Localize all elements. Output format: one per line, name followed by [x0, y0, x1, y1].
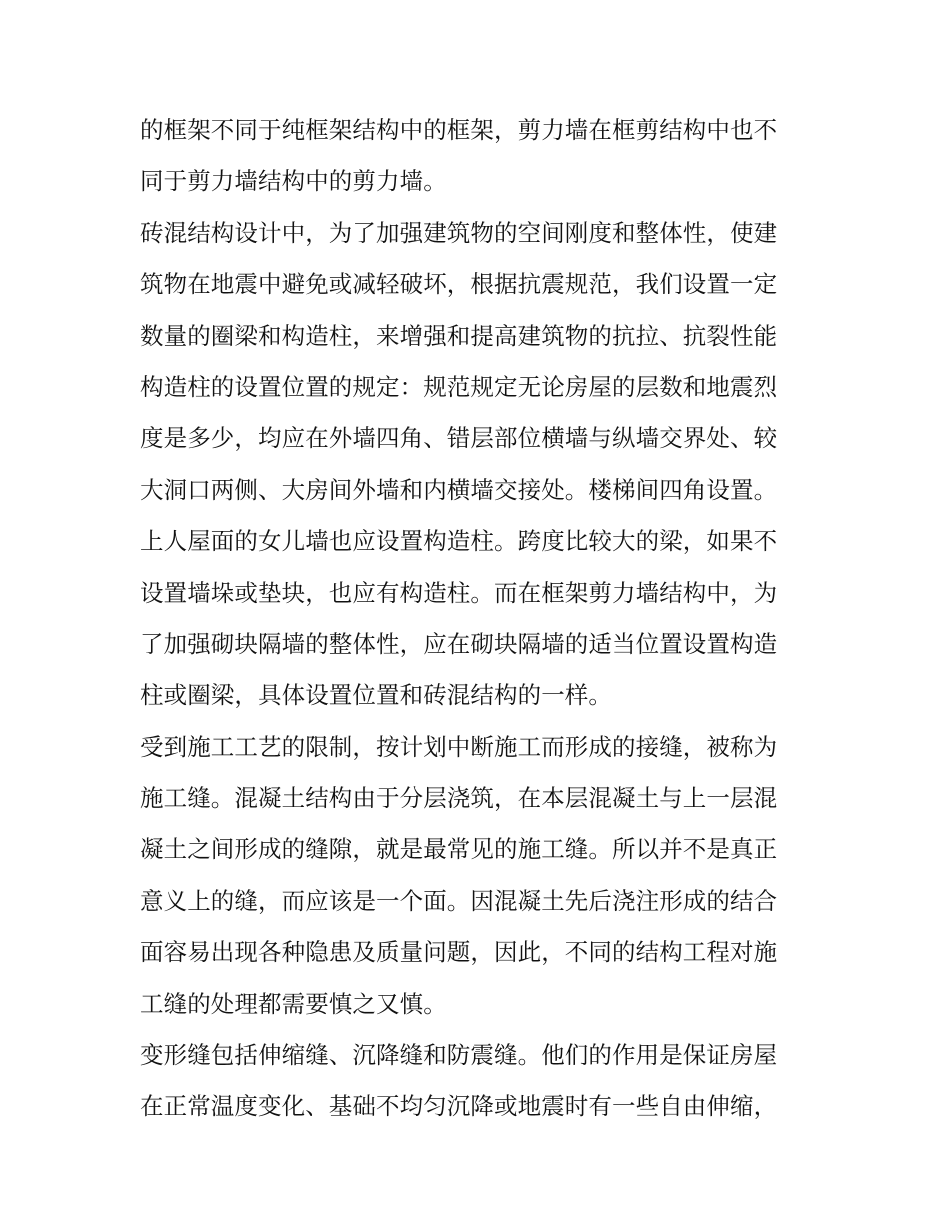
text-line: 柱或圈梁，具体设置位置和砖混结构的一样。 [140, 681, 612, 710]
text-line: 工缝的处理都需要慎之又慎。 [140, 989, 447, 1018]
text-line: 施工缝。混凝土结构由于分层浇筑，在本层混凝土与上一层混 [140, 784, 778, 813]
text-line: 砖混结构设计中，为了加强建筑物的空间刚度和整体性，使建 [140, 218, 778, 247]
text-line: 的框架不同于纯框架结构中的框架，剪力墙在框剪结构中也不 [140, 116, 778, 144]
text-line: 筑物在地震中避免或减轻破坏，根据抗震规范，我们设置一定 [140, 270, 778, 299]
text-line: 意义上的缝，而应该是一个面。因混凝土先后浇注形成的结合 [140, 886, 778, 915]
text-line: 同于剪力墙结构中的剪力墙。 [140, 167, 447, 196]
text-line: 受到施工工艺的限制，按计划中断施工而形成的接缝，被称为 [140, 732, 778, 761]
text-line: 凝土之间形成的缝隙，就是最常见的施工缝。所以并不是真正 [140, 835, 778, 864]
text-line: 在正常温度变化、基础不均匀沉降或地震时有一些自由伸缩， [140, 1092, 778, 1121]
text-line: 设置墙垛或垫块，也应有构造柱。而在框架剪力墙结构中，为 [140, 578, 778, 607]
text-line: 度是多少，均应在外墙四角、错层部位横墙与纵墙交界处、较 [140, 424, 778, 453]
text-line: 了加强砌块隔墙的整体性，应在砌块隔墙的适当位置设置构造 [140, 629, 778, 658]
text-line: 大洞口两侧、大房间外墙和内横墙交接处。楼梯间四角设置。 [140, 475, 778, 504]
text-line: 数量的圈梁和构造柱，来增强和提高建筑物的抗拉、抗裂性能 [140, 321, 778, 350]
text-line: 构造柱的设置位置的规定：规范规定无论房屋的层数和地震烈 [140, 372, 778, 401]
text-line: 面容易出现各种隐患及质量问题，因此，不同的结构工程对施 [140, 938, 778, 967]
document-body-text [140, 105, 820, 1133]
text-line: 变形缝包括伸缩缝、沉降缝和防震缝。他们的作用是保证房屋 [140, 1041, 778, 1070]
text-line: 上人屋面的女儿墙也应设置构造柱。跨度比较大的梁，如果不 [140, 527, 778, 556]
